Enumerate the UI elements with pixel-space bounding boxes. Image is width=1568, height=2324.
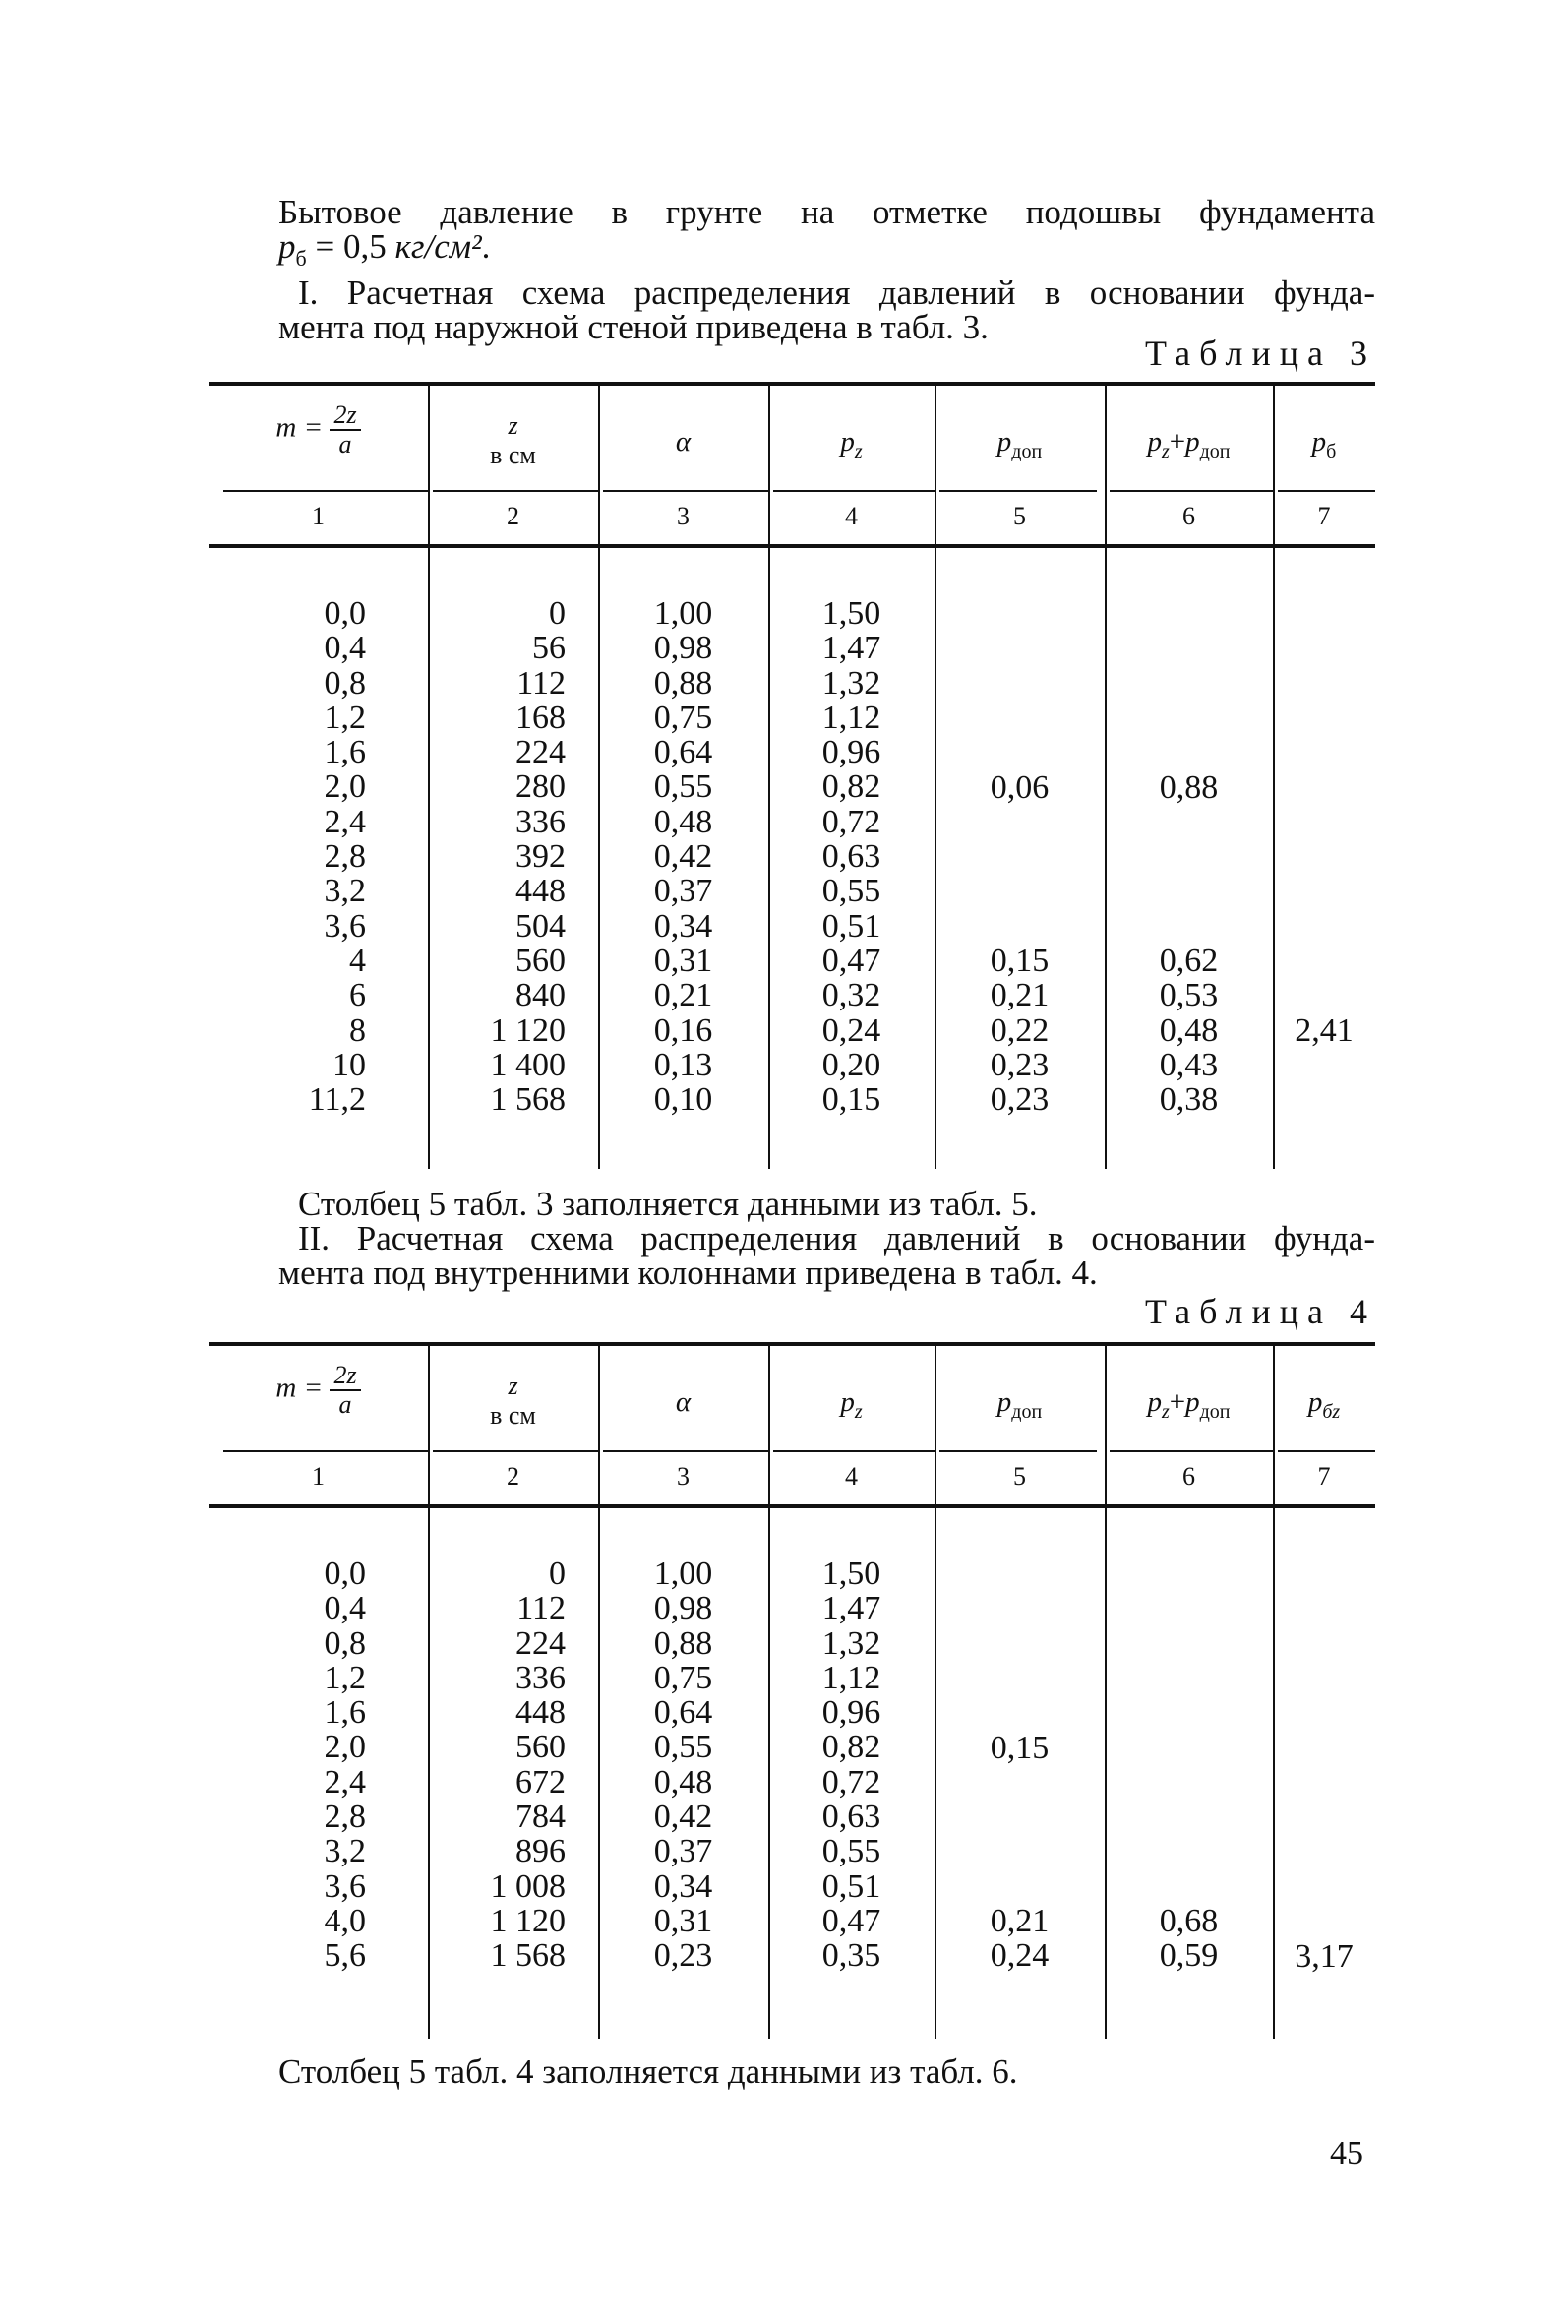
table-cell: 1,2 [324, 1659, 366, 1696]
table-cell: 0,0 [324, 595, 366, 632]
pb-value: = 0,5 [306, 227, 395, 266]
table-cell: 0,47 [821, 1902, 881, 1939]
table3-col-m [209, 596, 366, 1117]
table4-pbz-value: 3,17 [1295, 1938, 1354, 1975]
table-cell: 0,64 [653, 734, 713, 771]
table-cell: 0,88 [653, 664, 713, 702]
table-cell: 0,34 [653, 1867, 713, 1905]
table-cell: 0,23 [653, 1937, 713, 1975]
table3-header-pz: $p_z$ [840, 426, 863, 462]
intro-line-2 [278, 229, 1375, 275]
pb-unit: кг/см² [394, 227, 482, 266]
middle-line-3: мента под внутренними колоннами приведена в табл. 4. [278, 1254, 1098, 1292]
table-cell: 392 [515, 838, 566, 876]
table-cell: 0,72 [821, 803, 881, 840]
middle-line-2: II. Расчетная схема распределения давлений в основании фунда- [298, 1219, 1375, 1257]
table-cell: 0,75 [653, 699, 713, 736]
table3-colnum-4: 4 [845, 502, 858, 530]
table-cell: 1,12 [821, 1659, 881, 1696]
table-cell: 0,51 [821, 1867, 881, 1905]
table-cell: 1,6 [324, 1694, 366, 1732]
table4-colnum-5: 5 [1013, 1462, 1026, 1491]
table4-header-z: z в см [490, 1372, 536, 1430]
table4-header-alpha: α [675, 1386, 692, 1418]
table-cell: 1 568 [490, 1937, 566, 1975]
table3-header-sep-1 [223, 490, 428, 492]
table-cell: 0,55 [821, 1833, 881, 1870]
table-cell: 560 [515, 942, 566, 979]
table-cell: 0,16 [653, 1011, 713, 1049]
table-cell: 0,4 [324, 630, 366, 667]
table3-header-pb: $p_б$ [1311, 426, 1337, 462]
table3-colnum-1: 1 [312, 502, 325, 530]
table-cell: 2,0 [324, 768, 366, 806]
pb-period: . [481, 227, 491, 266]
table-cell: 0,31 [653, 1902, 713, 1939]
fraction-2z-over-a: $\frac{2z}{a}$ [330, 1362, 360, 1419]
footer-paragraph [278, 2054, 1375, 2089]
table-cell: 112 [516, 664, 566, 702]
table3-col-sum [1105, 944, 1273, 1117]
table4-header-sep-5 [939, 1450, 1097, 1452]
table4-col-pdop [935, 1904, 1105, 1974]
table-cell: 3,2 [324, 1833, 366, 1870]
table-cell: 0,96 [821, 734, 881, 771]
table-cell: 1,47 [821, 630, 881, 667]
table4-col-divider-6 [1273, 1346, 1275, 2039]
table-cell: 10 [332, 1046, 366, 1083]
fraction-2z-over-a: $\frac{2z}{a}$ [330, 401, 360, 459]
table-cell: 0,20 [821, 1046, 881, 1083]
table4-header-sep-4 [773, 1450, 935, 1452]
table-cell: 1 120 [490, 1902, 566, 1939]
table-cell: 0 [549, 1556, 566, 1592]
table4-pdop-single: 0,15 [990, 1730, 1050, 1766]
table3-col-z [428, 596, 566, 1117]
table-cell: 0,37 [653, 873, 713, 910]
table-cell: 56 [532, 630, 566, 667]
table-cell: 0,15 [821, 1081, 881, 1119]
table4-col-pz [768, 1557, 935, 1974]
table-cell: 0,82 [821, 768, 881, 806]
table4-header-pbz: $p_{бz}$ [1307, 1386, 1341, 1423]
table3-header-sep-7 [1278, 490, 1375, 492]
table3-colnum-7: 7 [1317, 502, 1331, 530]
table-cell: 0,8 [324, 1624, 366, 1662]
table-cell: 0,88 [653, 1624, 713, 1662]
table-cell: 1,00 [653, 1556, 713, 1592]
table4-col-m [209, 1557, 366, 1974]
middle-paragraph [278, 1187, 1375, 1290]
table-cell: 0,98 [653, 1590, 713, 1627]
table-cell: 0,72 [821, 1763, 881, 1801]
table-cell: 0,8 [324, 664, 366, 702]
table-cell: 168 [515, 699, 566, 736]
table3-header-rule [209, 544, 1375, 548]
table3-header-sep-5 [939, 490, 1097, 492]
table3-col-pz [768, 596, 935, 1117]
table-4 [209, 1342, 1375, 2039]
table-cell: 448 [515, 873, 566, 910]
table3-header-sep-3 [603, 490, 768, 492]
table-cell: 1 008 [490, 1867, 566, 1905]
table-cell: 0,21 [653, 977, 713, 1014]
table-cell: 0,53 [1159, 977, 1219, 1014]
table-cell: 336 [515, 803, 566, 840]
table4-caption: Таблица 4 [1145, 1292, 1376, 1331]
table3-top-rule [209, 382, 1375, 386]
table-cell: 0,48 [653, 1763, 713, 1801]
table-cell: 1,2 [324, 699, 366, 736]
table3-header-pz-plus-pdop: $p_z+p_{доп}$ [1147, 426, 1231, 462]
table-cell: 1,47 [821, 1590, 881, 1627]
intro-line-1: Бытовое давление в грунте на отметке подошвы фундамента [278, 193, 1375, 231]
table-cell: 0,23 [990, 1081, 1050, 1119]
table-cell: 0,24 [821, 1011, 881, 1049]
table-cell: 0,64 [653, 1694, 713, 1732]
table4-colnum-2: 2 [507, 1462, 519, 1491]
table-cell: 1 120 [490, 1011, 566, 1049]
table-cell: 0,4 [324, 1590, 366, 1627]
table-cell: 0,63 [821, 838, 881, 876]
table-cell: 896 [515, 1833, 566, 1870]
table-cell: 560 [515, 1729, 566, 1766]
table-cell: 8 [349, 1011, 366, 1049]
pb-symbol: p [278, 227, 296, 266]
table4-header-m: m = $\frac{2z}{a}$ [209, 1362, 428, 1419]
table-cell: 0,15 [990, 943, 1050, 979]
table-cell: 2,4 [324, 803, 366, 840]
table-cell: 0,35 [821, 1937, 881, 1975]
table3-sum-single: 0,88 [1159, 769, 1219, 806]
table-cell: 504 [515, 907, 566, 945]
table-cell: 0,0 [324, 1556, 366, 1592]
table3-colnum-3: 3 [677, 502, 690, 530]
table-cell: 0,31 [653, 942, 713, 979]
table3-caption: Таблица 3 [1145, 334, 1376, 373]
table4-col-sum [1105, 1904, 1273, 1974]
table-cell: 11,2 [308, 1081, 366, 1119]
table-cell: 0,82 [821, 1729, 881, 1766]
table-cell: 784 [515, 1799, 566, 1836]
table3-colnum-6: 6 [1182, 502, 1195, 530]
table-cell: 1 568 [490, 1081, 566, 1119]
table-cell: 0,68 [1159, 1903, 1219, 1939]
table4-colnum-3: 3 [677, 1462, 690, 1491]
table-3 [209, 382, 1375, 1169]
table-cell: 280 [515, 768, 566, 806]
table-cell: 0,10 [653, 1081, 713, 1119]
table-cell: 5,6 [324, 1937, 366, 1975]
table-cell: 0,23 [990, 1046, 1050, 1083]
table-cell: 0,22 [990, 1011, 1050, 1049]
table3-header-alpha: α [675, 426, 692, 458]
footer-line: Столбец 5 табл. 4 заполняется данными из табл. 6. [278, 2052, 1018, 2091]
table-cell: 2,0 [324, 1729, 366, 1766]
table-cell: 0,51 [821, 907, 881, 945]
table-cell: 0,62 [1159, 943, 1219, 979]
table-cell: 0,98 [653, 630, 713, 667]
table-cell: 0,42 [653, 838, 713, 876]
table-cell: 0,96 [821, 1694, 881, 1732]
table4-header-pz-plus-pdop: $p_z+p_{доп}$ [1147, 1386, 1231, 1423]
table3-col-pdop [935, 944, 1105, 1117]
table3-pb-value: 2,41 [1295, 1012, 1354, 1049]
table-cell: 1,6 [324, 734, 366, 771]
table4-header-rule [209, 1504, 1375, 1508]
pb-subscript: б [295, 246, 307, 271]
page-number: 45 [1330, 2135, 1363, 2171]
table-cell: 1,50 [821, 595, 881, 632]
table-cell: 3,6 [324, 907, 366, 945]
table-cell: 112 [516, 1590, 566, 1627]
table-cell: 0,63 [821, 1799, 881, 1836]
table-cell: 1,00 [653, 595, 713, 632]
table-cell: 3,2 [324, 873, 366, 910]
table-cell: 0,55 [653, 1729, 713, 1766]
table3-colnum-2: 2 [507, 502, 519, 530]
table-cell: 0,43 [1159, 1046, 1219, 1083]
table-cell: 1,50 [821, 1556, 881, 1592]
table-cell: 0,21 [990, 977, 1050, 1014]
intro-paragraph [278, 195, 1375, 344]
table3-header-m: m = $\frac{2z}{a}$ [209, 401, 428, 459]
table-cell: 0,34 [653, 907, 713, 945]
table-cell: 224 [515, 1624, 566, 1662]
table-cell: 2,8 [324, 838, 366, 876]
table3-header-sep-2 [433, 490, 598, 492]
table-cell: 0,38 [1159, 1081, 1219, 1119]
table-cell: 0,21 [990, 1903, 1050, 1939]
table3-colnum-5: 5 [1013, 502, 1026, 530]
table4-header-sep-3 [603, 1450, 768, 1452]
table-cell: 1,32 [821, 1624, 881, 1662]
table-cell: 4 [349, 942, 366, 979]
table3-pdop-single: 0,06 [990, 769, 1050, 806]
table-cell: 4,0 [324, 1902, 366, 1939]
table3-header-sep-6 [1110, 490, 1273, 492]
table4-header-pdop: $p_{доп}$ [996, 1386, 1043, 1423]
table-cell: 3,6 [324, 1867, 366, 1905]
table4-header-sep-7 [1278, 1450, 1375, 1452]
table-cell: 840 [515, 977, 566, 1014]
table-cell: 0,59 [1159, 1937, 1219, 1975]
table-cell: 0,37 [653, 1833, 713, 1870]
table4-colnum-6: 6 [1182, 1462, 1195, 1491]
table3-header-sep-4 [773, 490, 935, 492]
table-cell: 0,48 [1159, 1011, 1219, 1049]
table-cell: 0,24 [990, 1937, 1050, 1975]
table-cell: 1,32 [821, 664, 881, 702]
table-cell: 1 400 [490, 1046, 566, 1083]
table-cell: 672 [515, 1763, 566, 1801]
table-cell: 0 [549, 595, 566, 632]
intro-line-3: I. Расчетная схема распределения давлений в основании фунда- [298, 274, 1375, 312]
table-cell: 0,48 [653, 803, 713, 840]
table4-header-pz: $p_z$ [840, 1386, 863, 1423]
table3-header-z: z в см [490, 411, 536, 469]
table-cell: 336 [515, 1659, 566, 1696]
table-cell: 6 [349, 977, 366, 1014]
table-cell: 0,47 [821, 942, 881, 979]
table-cell: 0,42 [653, 1799, 713, 1836]
table4-colnum-1: 1 [312, 1462, 325, 1491]
table3-col-alpha [598, 596, 768, 1117]
table-cell: 2,8 [324, 1799, 366, 1836]
table4-header-sep-2 [433, 1450, 598, 1452]
table-cell: 2,4 [324, 1763, 366, 1801]
table-cell: 1,12 [821, 699, 881, 736]
table-cell: 0,13 [653, 1046, 713, 1083]
intro-line-4: мента под наружной стеной приведена в табл. 3. [278, 308, 989, 346]
table4-col-alpha [598, 1557, 768, 1974]
table4-colnum-4: 4 [845, 1462, 858, 1491]
middle-line-1: Столбец 5 табл. 3 заполняется данными из табл. 5. [298, 1185, 1038, 1223]
table4-top-rule [209, 1342, 1375, 1346]
table4-header-sep-1 [223, 1450, 428, 1452]
table4-col-z [428, 1557, 566, 1974]
table-cell: 224 [515, 734, 566, 771]
table4-colnum-7: 7 [1317, 1462, 1331, 1491]
table-cell: 0,75 [653, 1659, 713, 1696]
table-cell: 448 [515, 1694, 566, 1732]
table-cell: 0,55 [653, 768, 713, 806]
table3-header-pdop: $p_{доп}$ [996, 426, 1043, 462]
table-cell: 0,32 [821, 977, 881, 1014]
table-cell: 0,55 [821, 873, 881, 910]
table4-header-sep-6 [1110, 1450, 1273, 1452]
